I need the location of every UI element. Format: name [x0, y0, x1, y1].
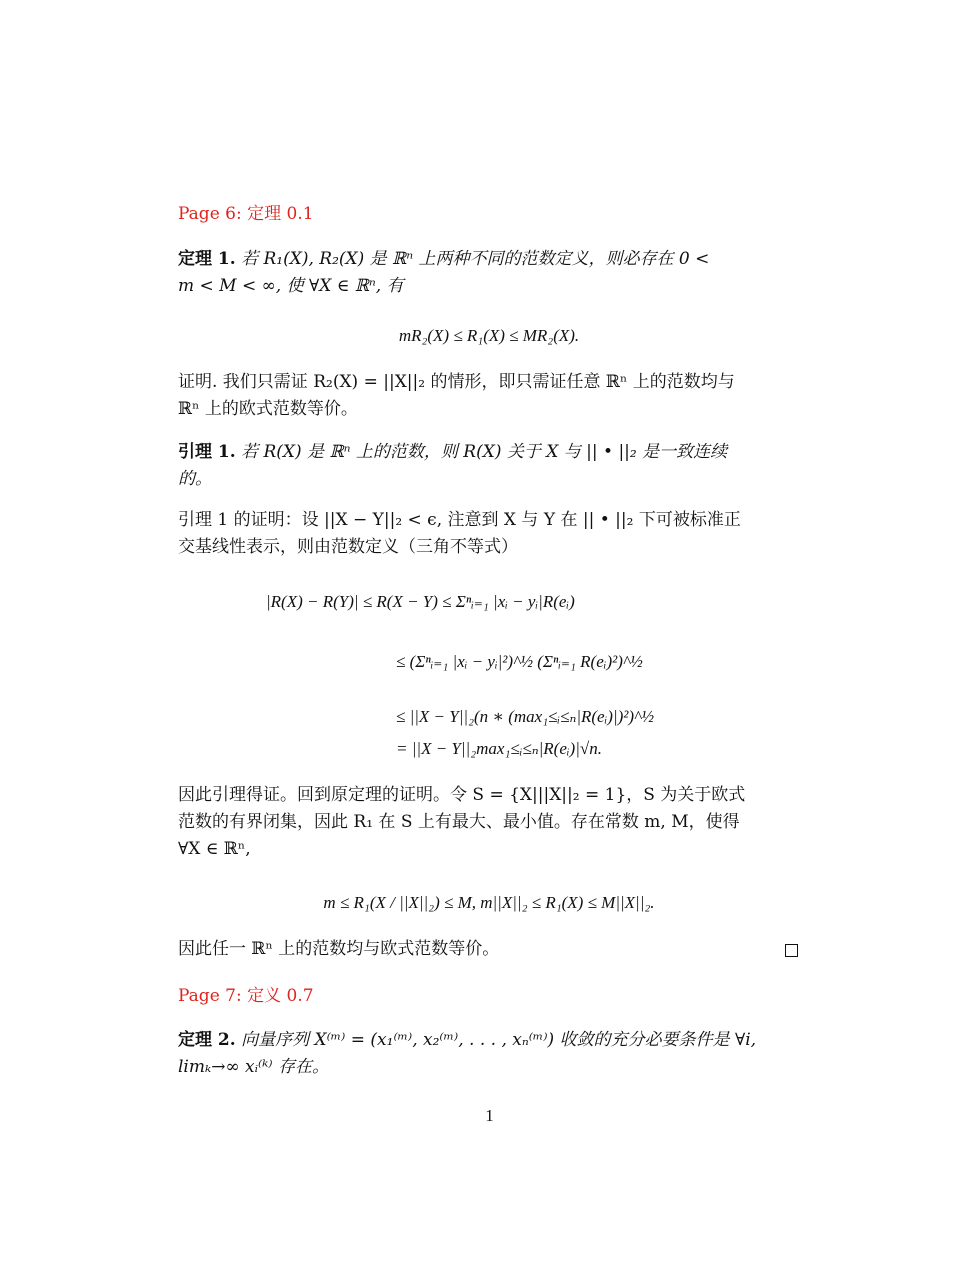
- lemma-1-line2: 的。: [178, 469, 212, 489]
- conclusion-equation: m ≤ R₁(X / ||X||₂) ≤ M, m||X||₂ ≤ R₁(X) ≤ M||X||₂.: [323, 893, 655, 912]
- theorem-1-line2: m < M < ∞, 使 ∀X ∈ ℝⁿ, 有: [178, 276, 404, 296]
- align-equation-4: = ||X − Y||₂max₁≤ᵢ≤ₙ|R(eᵢ)|√n.: [396, 739, 602, 758]
- section-heading-page7: Page 7: 定义 0.7: [178, 986, 314, 1006]
- lemma-proof-line2: 交基线性表示，则由范数定义（三角不等式）: [178, 537, 518, 557]
- theorem-2-label: 定理 2.: [178, 1030, 236, 1050]
- lemma-1: [178, 439, 800, 493]
- theorem-2: [178, 1027, 800, 1081]
- theorem-1-label: 定理 1.: [178, 249, 236, 269]
- proof-1-line2: ℝⁿ 上的欧式范数等价。: [178, 399, 358, 419]
- align-equation-3: ≤ ||X − Y||₂(n ∗ (max₁≤ᵢ≤ₙ|R(eᵢ)|)²)^½: [396, 707, 654, 726]
- align-equation-2: ≤ (Σⁿᵢ₌₁ |xᵢ − yᵢ|²)^½ (Σⁿᵢ₌₁ R(eᵢ)²)^½: [396, 652, 643, 671]
- theorem-1-equation: mR₂(X) ≤ R₁(X) ≤ MR₂(X).: [398, 326, 580, 345]
- proof-1: [178, 369, 800, 423]
- conclusion-final: 因此任一 ℝⁿ 上的范数均与欧式范数等价。: [178, 939, 500, 959]
- conclusion-line3: ∀X ∈ ℝⁿ,: [178, 839, 251, 859]
- section-heading-page6: Page 6: 定理 0.1: [178, 204, 314, 224]
- page-number: 1: [485, 1106, 494, 1125]
- theorem-2-line2: limₖ→∞ xᵢ⁽ᵏ⁾ 存在。: [178, 1057, 329, 1077]
- theorem-2-line1: 向量序列 X⁽ᵐ⁾ = (x₁⁽ᵐ⁾, x₂⁽ᵐ⁾, . . . , xₙ⁽ᵐ⁾) 收敛的充分必要条件是 ∀i,: [241, 1030, 757, 1050]
- lemma-1-line1: 若 R(X) 是 ℝⁿ 上的范数，则 R(X) 关于 X 与 || • ||₂ 是一致连续: [241, 442, 728, 462]
- proof-1-line1: 证明. 我们只需证 R₂(X) = ||X||₂ 的情形，即只需证任意 ℝⁿ 上的范数均与: [178, 372, 735, 392]
- conclusion-line2: 范数的有界闭集，因此 R₁ 在 S 上有最大、最小值。存在常数 m, M，使得: [178, 812, 740, 832]
- lemma-proof-line1: 引理 1 的证明：设 ||X − Y||₂ < ϵ, 注意到 X 与 Y 在 || • ||₂ 下可被标准正: [178, 510, 741, 530]
- conclusion-paragraph: [178, 782, 800, 863]
- align-equation-1: |R(X) − R(Y)| ≤ R(X − Y) ≤ Σⁿᵢ₌₁ |xᵢ − yᵢ|R(eᵢ): [266, 592, 575, 611]
- theorem-1-line1: 若 R₁(X), R₂(X) 是 ℝⁿ 上两种不同的范数定义，则必存在 0 <: [241, 249, 710, 269]
- conclusion-line1: 因此引理得证。回到原定理的证明。令 S = {X|||X||₂ = 1}，S 为关于欧式: [178, 785, 746, 805]
- qed-square-icon: [785, 944, 798, 957]
- theorem-1: [178, 246, 800, 300]
- lemma-1-proof: [178, 507, 800, 561]
- lemma-1-label: 引理 1.: [178, 442, 236, 462]
